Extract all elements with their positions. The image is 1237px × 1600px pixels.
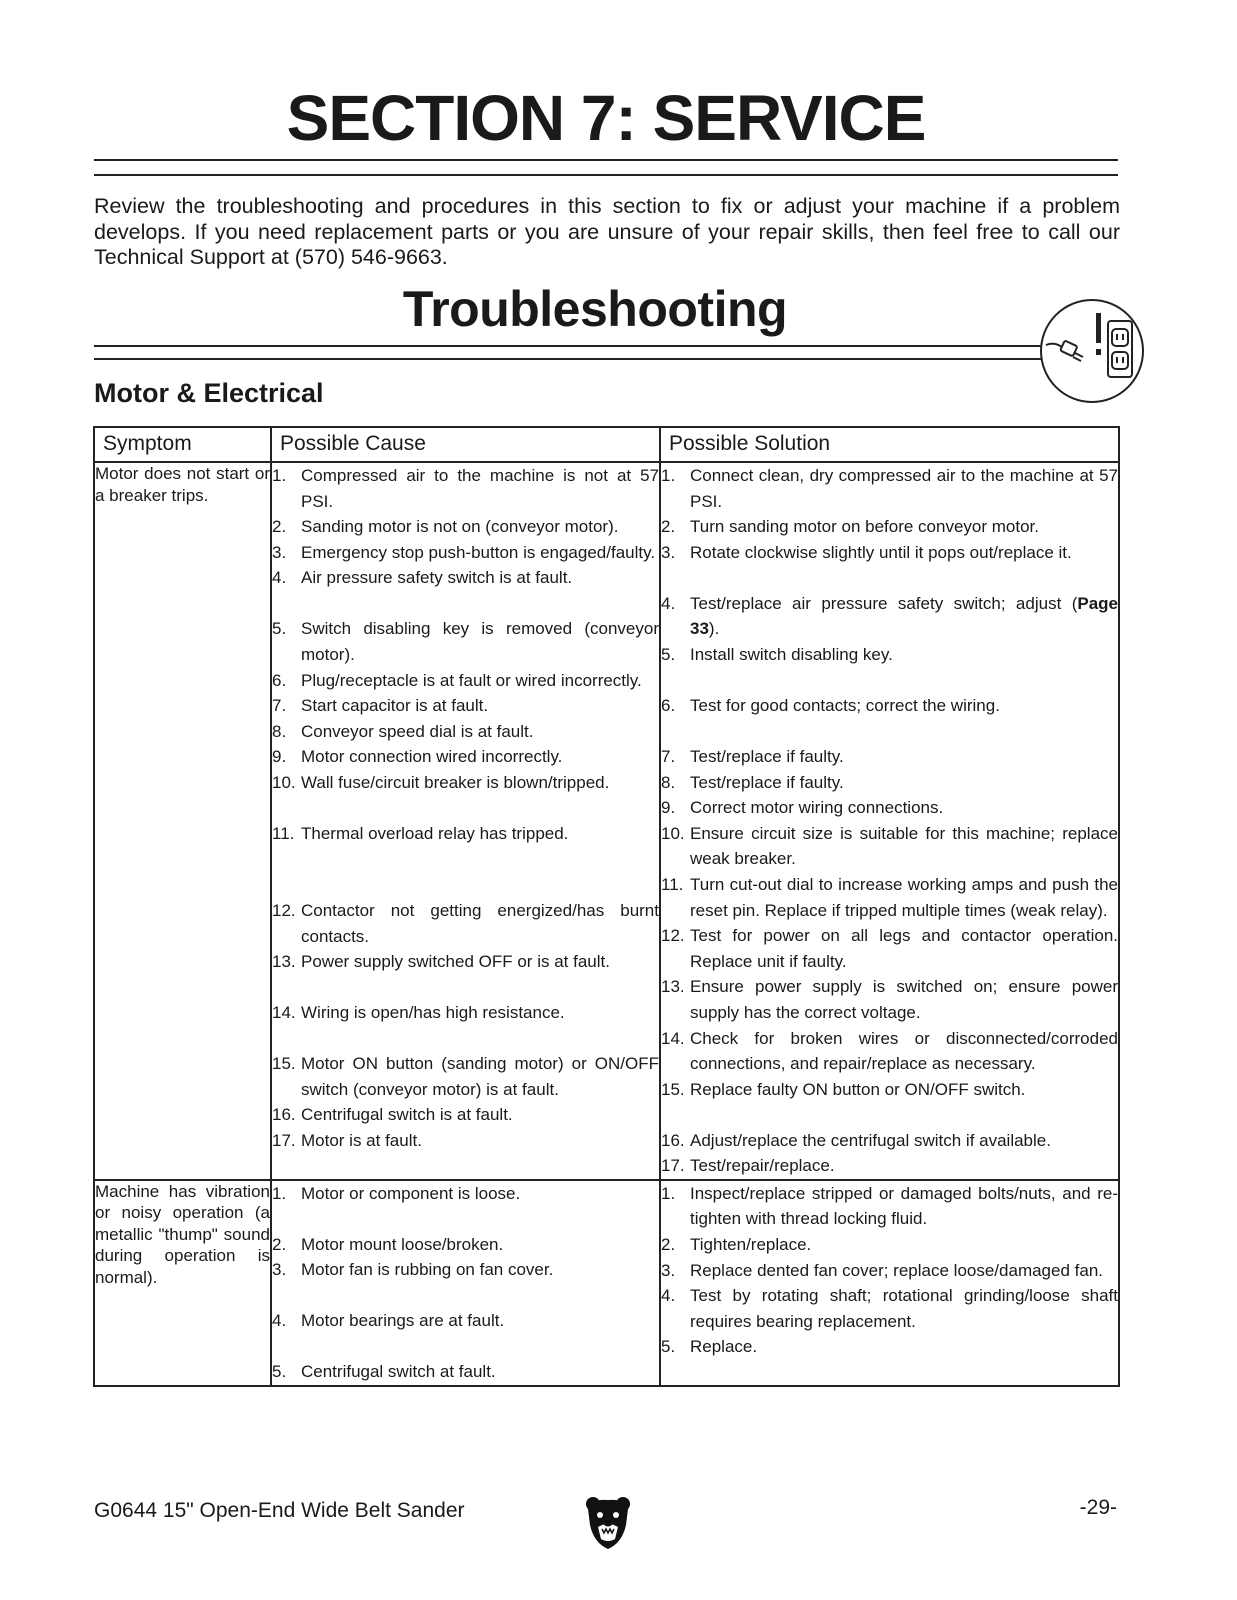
solution-item: 4. Test/replace air pressure safety switch; adjust (Page 33). [661,593,1118,639]
page-number: -29- [1079,1496,1117,1519]
solution-item: 5. Install switch disabling key. [661,644,893,664]
intro-paragraph: Review the troubleshooting and procedures in this section to fix or adjust your machine if a problem develops. If you need replacement parts or you are unsure of your repair skills, then feel free to call our Technical Support at (570) 546-9663. [94,194,1120,269]
solution-item: 4. Test by rotating shaft; rotational grinding/loose shaft requires bearing replacement. [661,1286,1118,1331]
electrical-warning-icon [1040,299,1144,403]
solution-list [660,462,1119,1180]
cause-item: 12. Contactor not getting energized/has burnt contacts. [272,900,659,946]
header-symptom: Symptom [94,427,271,462]
header-cause: Possible Cause [271,427,660,462]
page-title: SECTION 7: SERVICE [286,82,926,154]
table-row [94,462,1119,1180]
cause-item: 2. Sanding motor is not on (conveyor motor). [272,517,619,537]
cause-item: 3. Motor fan is rubbing on fan cover. [272,1260,554,1280]
cause-item: 3. Emergency stop push-button is engaged/faulty. [272,542,656,562]
cause-item: 16. Centrifugal switch is at fault. [272,1105,513,1125]
cause-item: 15. Motor ON button (sanding motor) or ON/OFF switch (conveyor motor) is at fault. [272,1054,659,1099]
title-rule-lower [94,174,1118,176]
solution-item: 10. Ensure circuit size is suitable for this machine; replace weak breaker. [661,823,1118,869]
footer-model: G0644 15" Open-End Wide Belt Sander [94,1499,465,1522]
symptom-cell: Machine has vibration or noisy operation (a metallic "thump" sound during operation is normal). [94,1180,271,1386]
cause-item: 9. Motor connection wired incorrectly. [272,747,563,767]
cause-item: 4. Air pressure safety switch is at fault. [272,568,573,588]
cause-item: 5. Centrifugal switch at fault. [272,1362,496,1382]
solution-item: 8. Test/replace if faulty. [661,772,844,792]
solution-item: 6. Test for good contacts; correct the wiring. [661,695,1000,715]
solution-item: 17. Test/repair/replace. [661,1156,835,1176]
solution-item: 12. Test for power on all legs and contactor operation. Replace unit if faulty. [661,926,1118,971]
cause-item: 4. Motor bearings are at fault. [272,1311,505,1331]
section-heading: Troubleshooting [402,281,788,337]
subsection-heading: Motor & Electrical [94,378,324,408]
cause-item: 6. Plug/receptacle is at fault or wired incorrectly. [272,670,642,690]
solution-item: 1. Connect clean, dry compressed air to the machine at 57 PSI. [661,466,1118,511]
section-rule-upper [94,345,1042,347]
table-row [94,1180,1119,1386]
cause-item: 2. Motor mount loose/broken. [272,1234,504,1254]
solution-item: 9. Correct motor wiring connections. [661,798,944,818]
cause-item: 11. Thermal overload relay has tripped. [272,823,569,843]
solution-item: 13. Ensure power supply is switched on; ensure power supply has the correct voltage. [661,977,1118,1022]
title-rule-upper [94,159,1118,161]
bear-logo-icon [584,1495,632,1556]
solution-item: 15. Replace faulty ON button or ON/OFF switch. [661,1079,1026,1099]
solution-item: 3. Rotate clockwise slightly until it pops out/replace it. [661,542,1072,562]
solution-item: 7. Test/replace if faulty. [661,746,844,766]
cause-item: 8. Conveyor speed dial is at fault. [272,721,534,741]
solution-item: 5. Replace. [661,1337,758,1357]
solution-item: 2. Tighten/replace. [661,1235,812,1255]
cause-item: 17. Motor is at fault. [272,1130,422,1150]
troubleshooting-table [93,426,1120,1387]
solution-item: 14. Check for broken wires or disconnected/corroded connections, and repair/replace as necessary. [661,1028,1118,1074]
table-header-row [94,427,1119,462]
solution-item: 1. Inspect/replace stripped or damaged bolts/nuts, and re-tighten with thread locking fluid. [661,1183,1118,1229]
cause-item: 13. Power supply switched OFF or is at fault. [272,952,610,972]
solution-item: 2. Turn sanding motor on before conveyor motor. [661,517,1039,537]
cause-item: 14. Wiring is open/has high resistance. [272,1003,565,1023]
cause-item: 5. Switch disabling key is removed (conveyor motor). [272,619,659,664]
header-solution: Possible Solution [660,427,1119,462]
section-rule-lower [94,358,1044,360]
cause-item: 10. Wall fuse/circuit breaker is blown/tripped. [272,772,610,792]
cause-item: 7. Start capacitor is at fault. [272,696,489,716]
page-reference: Page 33 [690,593,1118,639]
cause-list [271,462,660,1180]
cause-item: 1. Compressed air to the machine is not at 57 PSI. [272,466,659,511]
solution-item: 3. Replace dented fan cover; replace loose/damaged fan. [661,1260,1103,1280]
cause-item: 1. Motor or component is loose. [272,1183,521,1203]
solution-item: 11. Turn cut-out dial to increase working amps and push the reset pin. Replace if tripped multiple times (weak relay). [661,874,1118,920]
solution-list [660,1180,1119,1386]
symptom-cell: Motor does not start or a breaker trips. [94,462,271,1180]
solution-item: 16. Adjust/replace the centrifugal switch if available. [661,1130,1051,1150]
cause-list [271,1180,660,1386]
